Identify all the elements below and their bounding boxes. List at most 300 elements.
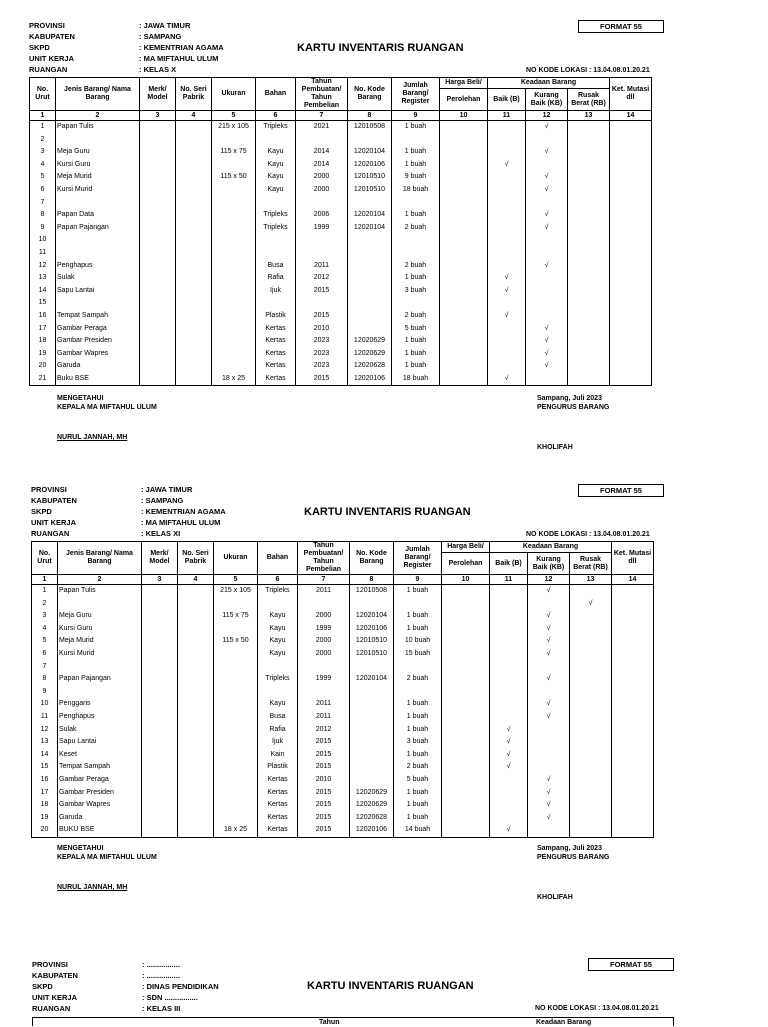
cell-rb: [570, 724, 612, 737]
cell-nama: [58, 661, 142, 674]
cell-kb: [528, 661, 570, 674]
cell-kb: [526, 134, 568, 147]
cell-no: 8: [32, 673, 58, 686]
cell-nama: Garuda: [56, 360, 140, 373]
cell-harga: [440, 184, 488, 197]
cell-jumlah: 1 buah: [394, 711, 442, 724]
cell-bahan: Kayu: [256, 146, 296, 159]
footer-kepala-title: KEPALA MA MIFTAHUL ULUM: [57, 854, 157, 861]
cell-kode: [350, 661, 394, 674]
cell-kb: √: [528, 812, 570, 825]
header-col-ukuran: Ukuran: [214, 542, 258, 575]
cell-bahan: [258, 686, 298, 699]
cell-baik: [490, 635, 528, 648]
cell-no: 15: [30, 297, 56, 310]
cell-kb: √: [528, 648, 570, 661]
cell-rb: [568, 134, 610, 147]
cell-no: 17: [30, 323, 56, 336]
table-row: [30, 222, 652, 235]
cell-ket: [610, 197, 652, 210]
header-label-provinsi: PROVINSI: [29, 21, 65, 30]
partial-table-top-border: [32, 1017, 674, 1026]
cell-kb: √: [526, 360, 568, 373]
cell-seri: [178, 711, 214, 724]
cell-rb: [568, 335, 610, 348]
cell-kb: √: [526, 222, 568, 235]
cell-tahun: 2015: [298, 824, 350, 837]
format-badge: FORMAT 55: [578, 484, 664, 497]
header-col-seri: No. Seri Pabrik: [178, 542, 214, 575]
cell-jumlah: 9 buah: [392, 171, 440, 184]
cell-kb: √: [526, 209, 568, 222]
cell-no: 3: [32, 610, 58, 623]
table-row: [32, 610, 654, 623]
header-label-ruangan: RUANGAN: [32, 1004, 71, 1013]
table-row: [30, 121, 652, 134]
cell-harga: [442, 824, 490, 837]
table-row: [32, 698, 654, 711]
cell-rb: [570, 585, 612, 598]
cell-no: 16: [32, 774, 58, 787]
cell-kode: [348, 285, 392, 298]
cell-tahun: 2012: [296, 272, 348, 285]
cell-bahan: Busa: [258, 711, 298, 724]
card-title: KARTU INVENTARIS RUANGAN: [307, 980, 474, 992]
cell-kb: [528, 598, 570, 611]
cell-harga: [442, 686, 490, 699]
table-row: [32, 673, 654, 686]
cell-harga: [440, 285, 488, 298]
cell-ukuran: [212, 335, 256, 348]
cell-merk: [142, 623, 178, 636]
header-col-harga: Harga Beli/: [440, 78, 488, 89]
cell-harga: [440, 159, 488, 172]
cell-kb: √: [526, 260, 568, 273]
cell-kb: √: [526, 335, 568, 348]
footer-kepala-title: KEPALA MA MIFTAHUL ULUM: [57, 404, 157, 411]
cell-nama: Kursi Guru: [56, 159, 140, 172]
cell-kode: 12020106: [350, 824, 394, 837]
cell-no: 8: [30, 209, 56, 222]
cell-tahun: 2023: [296, 335, 348, 348]
cell-kode: [350, 711, 394, 724]
cell-ket: [612, 724, 654, 737]
cell-ukuran: [212, 247, 256, 260]
cell-seri: [176, 335, 212, 348]
cell-no: 6: [30, 184, 56, 197]
cell-merk: [142, 711, 178, 724]
cell-tahun: [296, 297, 348, 310]
cell-ukuran: [212, 209, 256, 222]
column-number: 14: [610, 111, 652, 121]
cell-kb: [528, 736, 570, 749]
cell-bahan: Rafia: [256, 272, 296, 285]
cell-ukuran: [214, 686, 258, 699]
cell-jumlah: 1 buah: [392, 348, 440, 361]
cell-tahun: 2015: [296, 373, 348, 386]
cell-nama: Meja Murid: [56, 171, 140, 184]
cell-ukuran: 115 x 50: [214, 635, 258, 648]
cell-baik: [488, 335, 526, 348]
cell-ket: [612, 761, 654, 774]
cell-tahun: 2000: [298, 635, 350, 648]
cell-kb: [528, 749, 570, 762]
cell-kode: 12020629: [350, 799, 394, 812]
cell-bahan: Plastik: [258, 761, 298, 774]
cell-ket: [610, 285, 652, 298]
header-value-ruangan: : KELAS X: [139, 65, 177, 74]
cell-bahan: Tripleks: [256, 222, 296, 235]
cell-tahun: [296, 234, 348, 247]
cell-ket: [610, 247, 652, 260]
cell-no: 11: [32, 711, 58, 724]
cell-ukuran: [214, 787, 258, 800]
column-number: 8: [350, 575, 394, 585]
cell-kb: [526, 272, 568, 285]
cell-merk: [142, 749, 178, 762]
cell-baik: [488, 184, 526, 197]
cell-ukuran: [212, 272, 256, 285]
cell-rb: [570, 623, 612, 636]
cell-nama: Meja Guru: [58, 610, 142, 623]
cell-rb: [568, 310, 610, 323]
cell-rb: [568, 197, 610, 210]
location-header: [29, 20, 224, 75]
cell-tahun: 1999: [298, 623, 350, 636]
cell-baik: [488, 360, 526, 373]
cell-no: 5: [30, 171, 56, 184]
cell-merk: [142, 761, 178, 774]
cell-no: 9: [32, 686, 58, 699]
header-label-ruangan: RUANGAN: [29, 65, 68, 74]
cell-nama: Tempat Sampah: [58, 761, 142, 774]
header-row-kabupaten: [29, 31, 224, 42]
cell-seri: [176, 171, 212, 184]
location-code: NO KODE LOKASI : 13.04.08.01.20.21: [526, 531, 650, 538]
partial-header-tahun: Tahun: [319, 1019, 340, 1026]
cell-kb: [526, 373, 568, 386]
cell-jumlah: [392, 134, 440, 147]
cell-merk: [140, 234, 176, 247]
cell-seri: [178, 812, 214, 825]
cell-baik: [488, 323, 526, 336]
cell-harga: [442, 661, 490, 674]
cell-jumlah: 1 buah: [394, 749, 442, 762]
cell-tahun: 2015: [296, 285, 348, 298]
header-value-kabupaten: : ................: [142, 971, 180, 980]
cell-rb: [570, 749, 612, 762]
cell-seri: [178, 623, 214, 636]
column-number: 12: [526, 111, 568, 121]
cell-nama: Gambar Presiden: [58, 787, 142, 800]
header-col-tahun: Tahun Pembuatan/ Tahun Pembelian: [298, 542, 350, 575]
cell-bahan: Busa: [256, 260, 296, 273]
cell-kode: 12010510: [350, 635, 394, 648]
cell-tahun: [298, 686, 350, 699]
column-number: 6: [258, 575, 298, 585]
cell-bahan: Kertas: [258, 774, 298, 787]
header-label-kabupaten: KABUPATEN: [31, 496, 77, 505]
cell-tahun: 2010: [298, 774, 350, 787]
cell-rb: [570, 610, 612, 623]
cell-bahan: [256, 247, 296, 260]
cell-no: 21: [30, 373, 56, 386]
cell-kode: 12020104: [350, 610, 394, 623]
cell-nama: Papan Tulis: [58, 585, 142, 598]
cell-seri: [176, 360, 212, 373]
cell-ket: [612, 661, 654, 674]
cell-merk: [140, 146, 176, 159]
cell-ukuran: [214, 698, 258, 711]
header-col-nama: Jenis Barang/ Nama Barang: [58, 542, 142, 575]
cell-harga: [442, 799, 490, 812]
cell-ukuran: [214, 623, 258, 636]
cell-nama: [58, 686, 142, 699]
cell-seri: [178, 610, 214, 623]
header-col-ukuran: Ukuran: [212, 78, 256, 111]
cell-kode: 12010510: [348, 184, 392, 197]
cell-tahun: 2015: [296, 310, 348, 323]
cell-kode: [350, 736, 394, 749]
cell-kode: 12010510: [348, 171, 392, 184]
cell-nama: [56, 247, 140, 260]
cell-kb: [526, 310, 568, 323]
cell-bahan: Plastik: [256, 310, 296, 323]
cell-ket: [610, 159, 652, 172]
cell-nama: Penghapus: [58, 711, 142, 724]
cell-kode: [348, 272, 392, 285]
cell-ukuran: [212, 310, 256, 323]
column-number: 1: [30, 111, 56, 121]
column-number: 2: [58, 575, 142, 585]
cell-nama: Meja Guru: [56, 146, 140, 159]
header-value-unit: : SDN ................: [142, 993, 198, 1002]
cell-tahun: 2015: [298, 736, 350, 749]
cell-kode: [348, 297, 392, 310]
cell-ukuran: [212, 360, 256, 373]
cell-rb: [568, 260, 610, 273]
cell-jumlah: 1 buah: [394, 585, 442, 598]
header-value-provinsi: : ................: [142, 960, 180, 969]
cell-nama: Kursi Guru: [58, 623, 142, 636]
cell-harga: [442, 774, 490, 787]
cell-no: 12: [32, 724, 58, 737]
cell-baik: √: [488, 272, 526, 285]
cell-ukuran: [214, 598, 258, 611]
cell-rb: [568, 373, 610, 386]
header-col-keadaan: Keadaan Barang: [488, 78, 610, 89]
header-value-skpd: : DINAS PENDIDIKAN: [142, 982, 219, 991]
cell-baik: √: [488, 285, 526, 298]
cell-bahan: [258, 661, 298, 674]
cell-no: 13: [30, 272, 56, 285]
cell-ukuran: [214, 774, 258, 787]
cell-kb: √: [528, 698, 570, 711]
table-row: [32, 648, 654, 661]
cell-rb: [568, 146, 610, 159]
cell-jumlah: 1 buah: [394, 812, 442, 825]
cell-no: 20: [30, 360, 56, 373]
cell-kb: [526, 285, 568, 298]
cell-harga: [442, 812, 490, 825]
column-number: 4: [178, 575, 214, 585]
cell-merk: [142, 686, 178, 699]
cell-tahun: [298, 661, 350, 674]
cell-ukuran: 215 x 105: [212, 121, 256, 134]
cell-rb: [568, 247, 610, 260]
cell-kode: [348, 234, 392, 247]
cell-ket: [610, 360, 652, 373]
cell-nama: Gambar Wapres: [56, 348, 140, 361]
cell-ket: [612, 787, 654, 800]
cell-merk: [140, 171, 176, 184]
column-number: 12: [528, 575, 570, 585]
cell-bahan: Kertas: [256, 373, 296, 386]
cell-kb: √: [528, 623, 570, 636]
cell-no: 10: [30, 234, 56, 247]
table-row: [32, 761, 654, 774]
cell-kode: 12020104: [348, 146, 392, 159]
cell-no: 13: [32, 736, 58, 749]
table-row: [32, 623, 654, 636]
cell-harga: [442, 648, 490, 661]
cell-bahan: Kertas: [258, 787, 298, 800]
cell-no: 5: [32, 635, 58, 648]
cell-tahun: 2011: [298, 711, 350, 724]
table-row: [30, 134, 652, 147]
cell-tahun: 2015: [298, 761, 350, 774]
cell-ukuran: [214, 673, 258, 686]
cell-bahan: Kertas: [258, 812, 298, 825]
cell-baik: [490, 661, 528, 674]
cell-seri: [176, 146, 212, 159]
table-row: [30, 310, 652, 323]
cell-seri: [176, 297, 212, 310]
cell-kode: [348, 247, 392, 260]
cell-kode: [348, 134, 392, 147]
table-row: [32, 585, 654, 598]
cell-kode: 12020106: [350, 623, 394, 636]
cell-jumlah: 1 buah: [394, 724, 442, 737]
header-value-kabupaten: : SAMPANG: [141, 496, 184, 505]
cell-no: 11: [30, 247, 56, 260]
cell-ukuran: [214, 736, 258, 749]
table-row: [32, 824, 654, 837]
column-number: 5: [214, 575, 258, 585]
cell-jumlah: 1 buah: [392, 209, 440, 222]
cell-ukuran: [214, 761, 258, 774]
cell-ket: [610, 310, 652, 323]
cell-seri: [176, 247, 212, 260]
cell-rb: [570, 698, 612, 711]
cell-nama: Gambar Wapres: [58, 799, 142, 812]
cell-seri: [178, 761, 214, 774]
cell-seri: [176, 323, 212, 336]
cell-rb: [568, 159, 610, 172]
header-col-ket: Ket. Mutasi dll: [610, 78, 652, 111]
cell-kb: √: [528, 711, 570, 724]
cell-ukuran: [212, 260, 256, 273]
cell-jumlah: [394, 661, 442, 674]
cell-ukuran: [212, 197, 256, 210]
cell-baik: √: [488, 159, 526, 172]
inventory-table: [31, 541, 654, 838]
cell-tahun: 1999: [296, 222, 348, 235]
cell-baik: [490, 711, 528, 724]
cell-kode: 12020628: [348, 360, 392, 373]
header-value-unit: : MA MIFTAHUL ULUM: [141, 518, 221, 527]
table-row: [32, 724, 654, 737]
cell-ket: [610, 209, 652, 222]
cell-nama: BUKU BSE: [58, 824, 142, 837]
cell-bahan: Kayu: [258, 623, 298, 636]
header-value-ruangan: : KELAS XI: [141, 529, 181, 538]
header-col-seri: No. Seri Pabrik: [176, 78, 212, 111]
cell-nama: Keset: [58, 749, 142, 762]
header-col-baik: Baik (B): [490, 553, 528, 575]
cell-no: 4: [32, 623, 58, 636]
cell-nama: Buku BSE: [56, 373, 140, 386]
cell-harga: [440, 146, 488, 159]
cell-seri: [178, 824, 214, 837]
cell-merk: [142, 648, 178, 661]
cell-harga: [440, 373, 488, 386]
column-number: 2: [56, 111, 140, 121]
cell-ket: [610, 323, 652, 336]
cell-kb: √: [526, 171, 568, 184]
cell-baik: √: [490, 749, 528, 762]
cell-nama: [58, 598, 142, 611]
table-row: [32, 749, 654, 762]
cell-seri: [178, 724, 214, 737]
cell-rb: [568, 360, 610, 373]
cell-ket: [610, 348, 652, 361]
cell-bahan: Ijuk: [256, 285, 296, 298]
cell-baik: [490, 585, 528, 598]
cell-merk: [140, 360, 176, 373]
column-number: 10: [440, 111, 488, 121]
header-label-unit: UNIT KERJA: [29, 54, 75, 63]
cell-jumlah: 18 buah: [392, 184, 440, 197]
cell-seri: [178, 686, 214, 699]
column-number: 14: [612, 575, 654, 585]
column-number: 1: [32, 575, 58, 585]
cell-merk: [140, 197, 176, 210]
cell-tahun: [298, 598, 350, 611]
cell-seri: [176, 197, 212, 210]
footer-pengurus-title: PENGURUS BARANG: [537, 404, 610, 411]
table-row: [32, 787, 654, 800]
cell-nama: [56, 134, 140, 147]
cell-kode: 12010508: [350, 585, 394, 598]
cell-rb: [570, 661, 612, 674]
cell-kode: [348, 310, 392, 323]
cell-bahan: Rafia: [258, 724, 298, 737]
cell-ukuran: [212, 297, 256, 310]
column-number: 7: [298, 575, 350, 585]
cell-no: 18: [30, 335, 56, 348]
partial-header-keadaan: Keadaan Barang: [536, 1019, 592, 1026]
cell-rb: [568, 184, 610, 197]
cell-kb: √: [528, 635, 570, 648]
cell-nama: Kursi Murid: [56, 184, 140, 197]
cell-nama: Sulak: [56, 272, 140, 285]
table-row: [32, 598, 654, 611]
location-header: [31, 484, 226, 539]
cell-merk: [142, 585, 178, 598]
cell-rb: [570, 812, 612, 825]
column-number: 13: [570, 575, 612, 585]
